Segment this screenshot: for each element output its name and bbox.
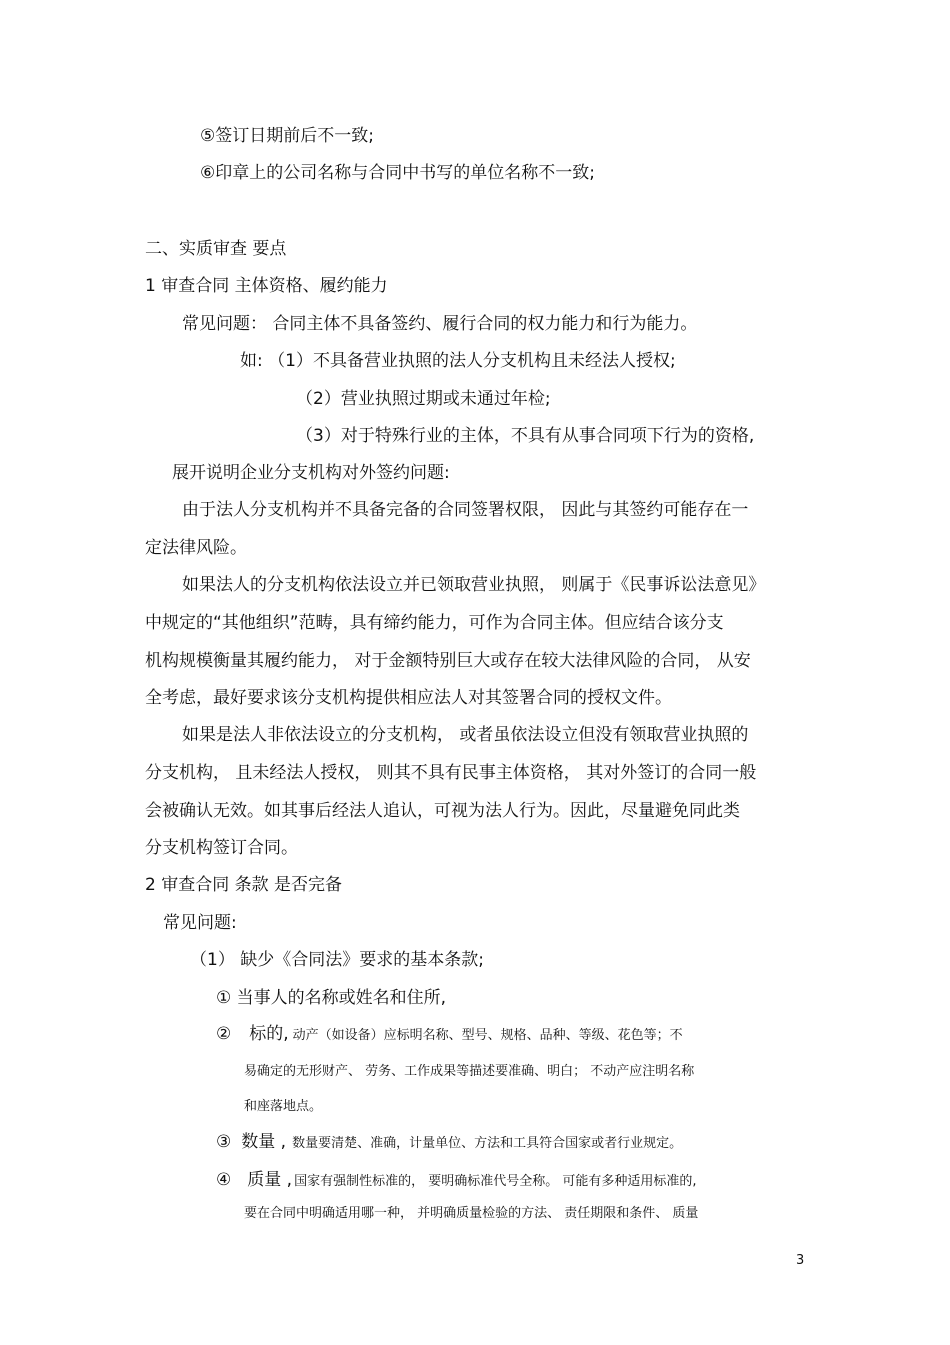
text-line: （1） 缺少《合同法》要求的基本条款; (190, 950, 484, 970)
paragraph-line: 如果是法人非依法设立的分支机构， 或者虽依法设立但没有领取营业执照的 (182, 725, 749, 745)
text-line: 常见问题： 合同主体不具备签约、履行合同的权力能力和行为能力。 (182, 314, 698, 334)
item-text: 动产（如设备）应标明名称、型号、规格、品种、等级、花色等；不 (292, 1028, 683, 1043)
item-lead: 数量 , (241, 1132, 287, 1152)
item-text: 国家有强制性标准的， 要明确标准代号全称。 可能有多种适用标准的, (294, 1174, 697, 1189)
list-item-continuation: 要在合同中明确适用哪一种， 并明确质量检验的方法、 责任期限和条件、 质量 (244, 1206, 699, 1221)
text-line: （3）对于特殊行业的主体，不具有从事合同项下行为的资格, (296, 426, 755, 446)
paragraph-line: 机构规模衡量其履约能力， 对于金额特别巨大或存在较大法律风险的合同， 从安 (145, 651, 751, 671)
page-number: 3 (796, 1253, 805, 1268)
item-marker: ② (216, 1024, 232, 1044)
section-heading: 二、实质审查 要点 (145, 239, 287, 259)
item-marker: ③ (216, 1132, 232, 1152)
text-line: 展开说明企业分支机构对外签约问题: (172, 463, 450, 483)
subsection-heading: 2 审查合同 条款 是否完备 (145, 875, 343, 895)
item-lead: 质量 , (247, 1170, 293, 1190)
text-line: ⑤签订日期前后不一致; (200, 126, 374, 146)
list-item-continuation: 和座落地点。 (244, 1099, 323, 1114)
subsection-heading: 1 审查合同 主体资格、履约能力 (145, 276, 388, 296)
list-item: ① 当事人的名称或姓名和住所, (216, 988, 447, 1008)
paragraph-line: 中规定的“其他组织”范畴，具有缔约能力，可作为合同主体。但应结合该分支 (145, 613, 724, 633)
paragraph-line: 分支机构签订合同。 (145, 838, 298, 858)
list-item (216, 1131, 682, 1153)
paragraph-line: 全考虑，最好要求该分支机构提供相应法人对其签署合同的授权文件。 (145, 688, 672, 708)
text-line: （2）营业执照过期或未通过年检; (296, 389, 551, 409)
text-line: 如: （1）不具备营业执照的法人分支机构且未经法人授权; (240, 351, 676, 371)
item-lead: 标的, (249, 1024, 289, 1044)
text-line: ⑥印章上的公司名称与合同中书写的单位名称不一致; (200, 163, 595, 183)
text-line: 常见问题: (163, 913, 237, 933)
paragraph-line: 定法律风险。 (145, 538, 247, 558)
item-text: 数量要清楚、准确，计量单位、方法和工具符合国家或者行业规定。 (292, 1136, 683, 1151)
paragraph-line: 由于法人分支机构并不具备完备的合同签署权限， 因此与其签约可能存在一 (182, 500, 749, 520)
list-item-continuation: 易确定的无形财产、 劳务、工作成果等描述要准确、明白； 不动产应注明名称 (244, 1064, 695, 1079)
list-item (216, 1169, 696, 1191)
paragraph-line: 会被确认无效。如其事后经法人追认，可视为法人行为。因此，尽量避免同此类 (145, 801, 740, 821)
item-marker: ④ (216, 1170, 232, 1190)
paragraph-line: 如果法人的分支机构依法设立并已领取营业执照， 则属于《民事诉讼法意见》 (182, 575, 766, 595)
list-item (216, 1023, 683, 1045)
paragraph-line: 分支机构， 且未经法人授权， 则其不具有民事主体资格， 其对外签订的合同一般 (145, 763, 757, 783)
